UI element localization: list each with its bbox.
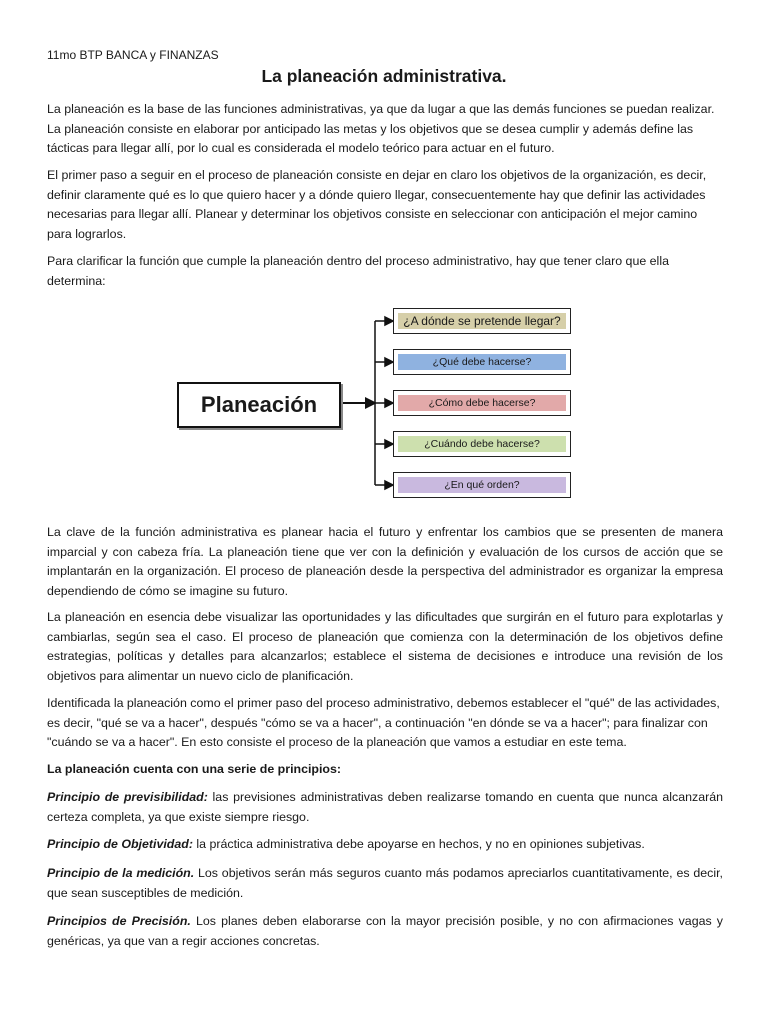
principle-4-name: Principios de Precisión.: [47, 914, 191, 928]
planeacion-label: Planeación: [200, 392, 318, 417]
paragraph-2: El primer paso a seguir en el proceso de planeación consiste en dejar en claro los objetivos de la organización, es decir, definir claramente qué es lo que quiero hacer y a dónde quiero llegar, consecuentemente hay que definir las actividades necesarias para llegar allí. Planear y determinar los objetivos consiste en seleccionar con anticipación el mejor camino para lograrlos.: [47, 168, 707, 241]
principle-1-text: las previsiones administrativas deben realizarse tomando en cuenta que nunca alcanzarán certeza completa, ya que existe siempre riesgo.: [47, 790, 724, 824]
principle-4-text: Los planes deben elaborarse con la mayor precisión posible, y no con afirmaciones vagas y genéricas, ya que van a regir acciones concretas.: [47, 914, 723, 948]
principle-2: [47, 835, 723, 855]
paragraph-1: La planeación es la base de las funciones administrativas, ya que da lugar a que las demás funciones se puedan realizar. La planeación consiste en elaborar por anticipado las metas y los objetivos que se desea cumplir y además define las tácticas para llegar allí, por lo cual es considerada el modelo teórico para actuar en el futuro.: [47, 102, 715, 155]
principles-intro-wrap: [47, 760, 723, 780]
question-box-where: [393, 308, 571, 334]
question-label-order: ¿En qué orden?: [398, 477, 566, 493]
principle-3-name: Principio de la medición.: [47, 866, 195, 880]
principle-1-name: Principio de previsibilidad:: [47, 790, 208, 804]
principle-2-text: la práctica administrativa debe apoyarse en hechos, y no en opiniones subjetivas.: [192, 837, 645, 851]
question-box-when: [393, 431, 571, 457]
page-title: La planeación administrativa.: [261, 66, 507, 86]
question-box-what: [393, 349, 571, 375]
principle-2-name: Principio de Objetividad:: [47, 837, 193, 851]
question-box-how: [393, 390, 571, 416]
paragraph-5: La planeación en esencia debe visualizar las oportunidades y las dificultades que surgirán en el futuro para explotarlas y cambiarlas, según sea el caso. El proceso de planeación que comienza con la determinación de los objetivos define estrategias, políticas y detalles para alcanzarlos; establece el sistema de decisiones e introduce una revisión de los objetivos para alimentar un nuevo ciclo de planificación.: [47, 610, 723, 683]
principles-intro: La planeación cuenta con una serie de principios:: [47, 762, 342, 776]
planeacion-box: [177, 382, 341, 428]
paragraph-4: La clave de la función administrativa es planear hacia el futuro y enfrentar los cambios que se presenten de manera imparcial y con cabeza fría. La planeación tiene que ver con la definición y evaluación de los cursos de acción que se implantarán en la organización. El proceso de planeación desde la perspectiva del administrador es organizar la empresa dependiendo de cómo se imagine su futuro.: [47, 525, 723, 598]
question-label-how: ¿Cómo debe hacerse?: [398, 395, 566, 411]
question-label-where: ¿A dónde se pretende llegar?: [398, 313, 566, 329]
question-box-order: [393, 472, 571, 498]
question-label-what: ¿Qué debe hacerse?: [398, 354, 566, 370]
principle-4: [47, 912, 723, 951]
paragraph-3: Para clarificar la función que cumple la planeación dentro del proceso administrativo, hay que tener claro que ella determina:: [47, 254, 669, 288]
course-header: 11mo BTP BANCA y FINANZAS: [47, 48, 219, 62]
planning-diagram: [175, 305, 595, 505]
principle-1: [47, 788, 723, 827]
principle-3: [47, 864, 723, 903]
question-label-when: ¿Cuándo debe hacerse?: [398, 436, 566, 452]
paragraph-6: Identificada la planeación como el primer paso del proceso administrativo, debemos establecer el "qué" de las actividades, es decir, "qué se va a hacer", después "cómo se va a hacer", a continuación "en dónde se va a hacer"; para finalizar con "cuándo se va a hacer". En esto consiste el proceso de la planeación que vamos a estudiar en este tema.: [47, 696, 720, 749]
principle-3-text: Los objetivos serán más seguros cuanto más podamos apreciarlos cuantitativamente, es decir, que sean susceptibles de medición.: [47, 866, 724, 900]
